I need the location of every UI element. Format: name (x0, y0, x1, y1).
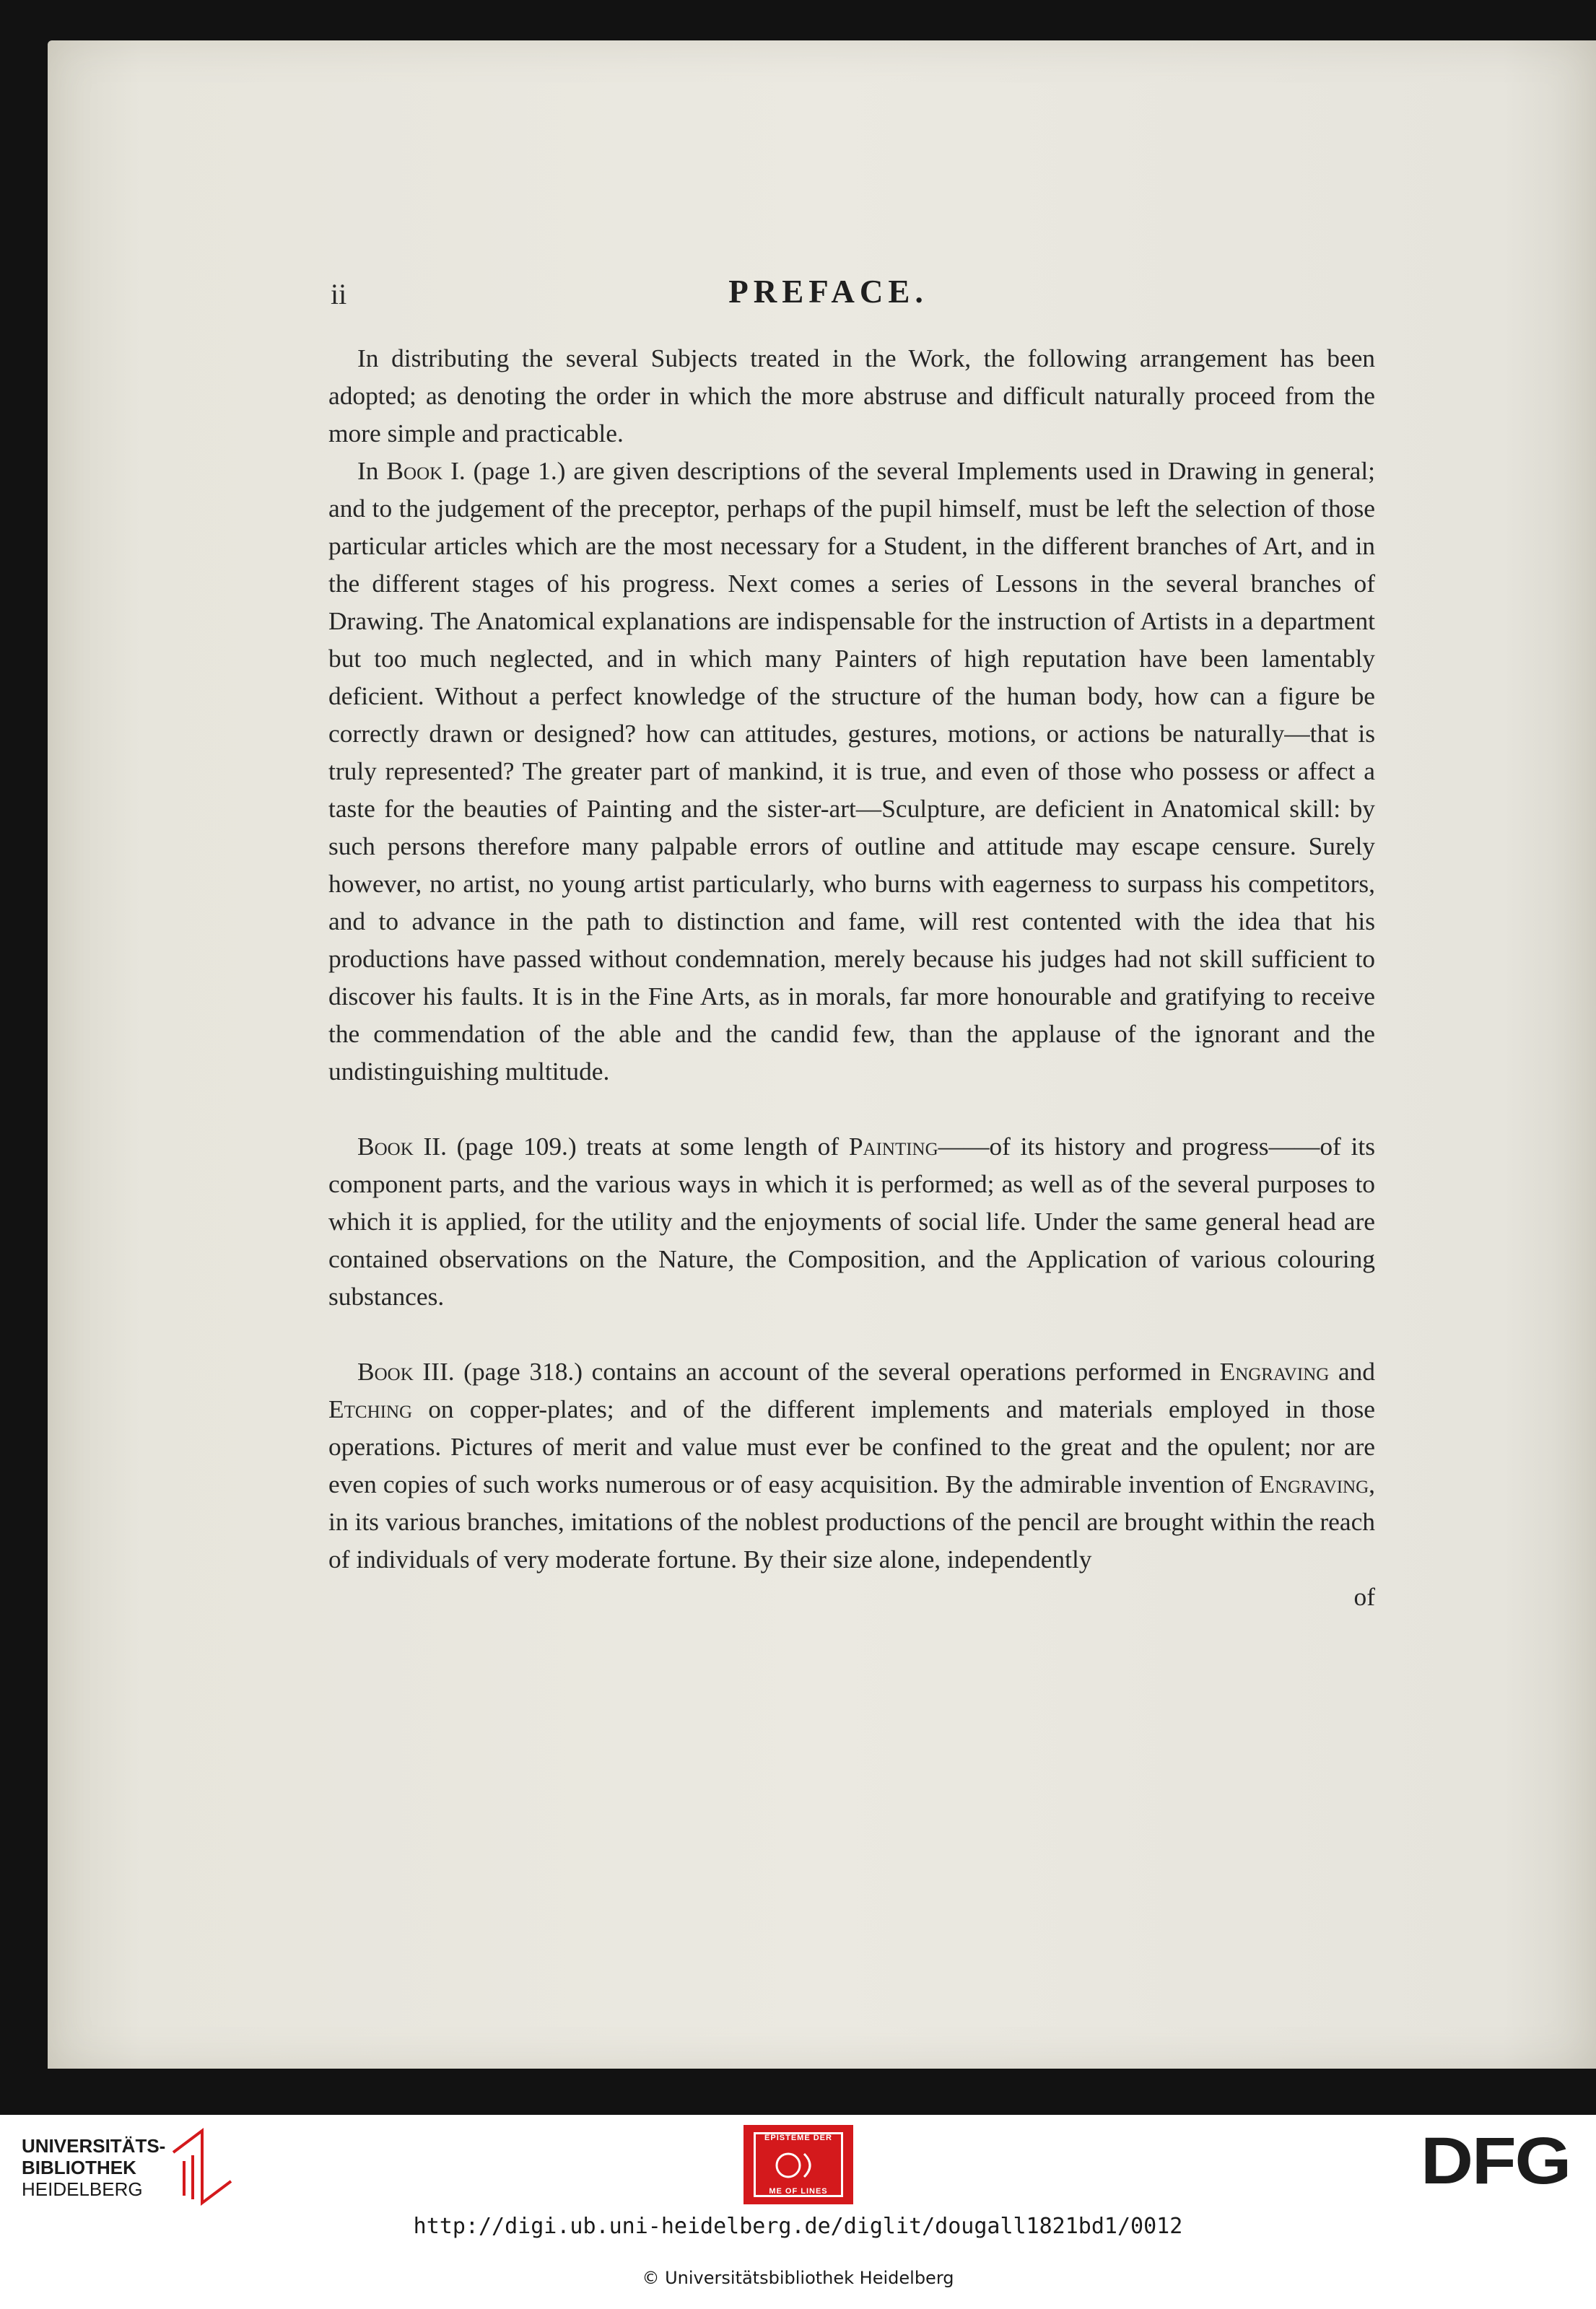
permalink-url[interactable]: http://digi.ub.uni-heidelberg.de/diglit/dougall1821bd1/0012 (413, 2214, 1183, 2239)
small-caps-term: Book (386, 456, 443, 485)
catchword: of (1353, 1582, 1375, 1611)
ub-logo-line2: BIBLIOTHEK (22, 2157, 136, 2178)
text-run: , in its various branches, imitations of the noblest productions of the pencil are brought within the reach of individuals of very moderate fortune. By their size alone, independently (328, 1470, 1375, 1573)
paragraph-4 (328, 1353, 1375, 1578)
dfg-logo[interactable]: DFG (1421, 2124, 1571, 2198)
ub-logo-mark-icon (159, 2124, 238, 2210)
episteme-logo-bottom: ME OF LINES (769, 2187, 828, 2196)
small-caps-term: Book (357, 1357, 414, 1386)
small-caps-term: Engraving (1219, 1357, 1330, 1386)
episteme-logo-top: EPISTEME DER (764, 2134, 832, 2142)
page-title: PREFACE. (728, 274, 928, 310)
small-caps-term: Book (357, 1132, 414, 1161)
small-caps-term: Engraving (1259, 1470, 1369, 1498)
small-caps-term: Etching (328, 1394, 413, 1423)
text-run: III. (page 318.) contains an account of the several operations performed in (413, 1357, 1220, 1386)
text-run: II. (page 109.) treats at some length of (413, 1132, 849, 1161)
university-library-logo[interactable] (22, 2124, 238, 2210)
small-caps-term: Painting (848, 1132, 938, 1161)
ub-logo-line1: UNIVERSITÄTS- (22, 2135, 166, 2157)
paragraph-2 (328, 452, 1375, 1090)
paragraph-3 (328, 1127, 1375, 1315)
university-library-wordmark (22, 2135, 165, 2200)
paragraph-1 (328, 339, 1375, 452)
body-text (328, 339, 1375, 1615)
text-run: and (1329, 1357, 1375, 1386)
text-run: ——of its history and progress——of its component parts, and the various ways in which it is performed; as well as of the several purposes to which it is applied, for the utility and the enjoyments of social life. Under the same general head are contained observations on the Nature, the Composition, and the Application of various colouring substances. (328, 1132, 1375, 1311)
copyright-notice: © Universitätsbibliothek Heidelberg (642, 2268, 954, 2288)
text-run: I. (page 1.) are given descriptions of the several Implements used in Drawing in general; and to the judgement of the preceptor, perhaps of the pupil himself, must be left the selection of those particular articles which are the most necessary for a Student, in the different branches of Art, and in the different stages of his progress. Next comes a series of Lessons in the several branches of Drawing. The Anatomical explanations are indispensable for the instruction of Artists in a department but too much neglected, and in which many Painters of high reputation have been lamentably deficient. Without a perfect knowledge of the structure of the human body, how can a figure be correctly drawn or designed? how can attitudes, gestures, motions, or actions be naturally—that is truly represented? The greater part of mankind, it is true, and even of those who possess or affect a taste for the beauties of Painting and the sister-art—Sculpture, are deficient in Anatomical skill: by such persons therefore many palpable errors of outline and attitude may escape censure. Surely however, no artist, no young artist particularly, who burns with eagerness to surpass his competitors, and to advance in the path to distinction and fame, will rest contented with the idea that his productions have passed without condemnation, merely because his judges had not skill sufficient to discover his faults. It is in the Fine Arts, as in morals, far more honourable and gratifying to receive the commendation of the able and the candid few, than the applause of the ignorant and the undistinguishing multitude. (328, 456, 1375, 1086)
ub-logo-line3: HEIDELBERG (22, 2178, 143, 2200)
page-header (282, 271, 1375, 322)
text-run: on copper-plates; and of the different implements and materials employed in those operations. Pictures of merit and value must ever be confined to the great and the opulent; nor are even copies of such works numerous or of easy acquisition. By the admirable invention of (328, 1394, 1375, 1498)
text-run: In distributing the several Subjects treated in the Work, the following arrangement has been adopted; as denoting the order in which the more abstruse and difficult naturally proceed from the more simple and practicable. (328, 344, 1375, 448)
page-number: ii (331, 278, 347, 310)
episteme-logo[interactable] (744, 2125, 853, 2204)
text-run: In (357, 456, 387, 485)
